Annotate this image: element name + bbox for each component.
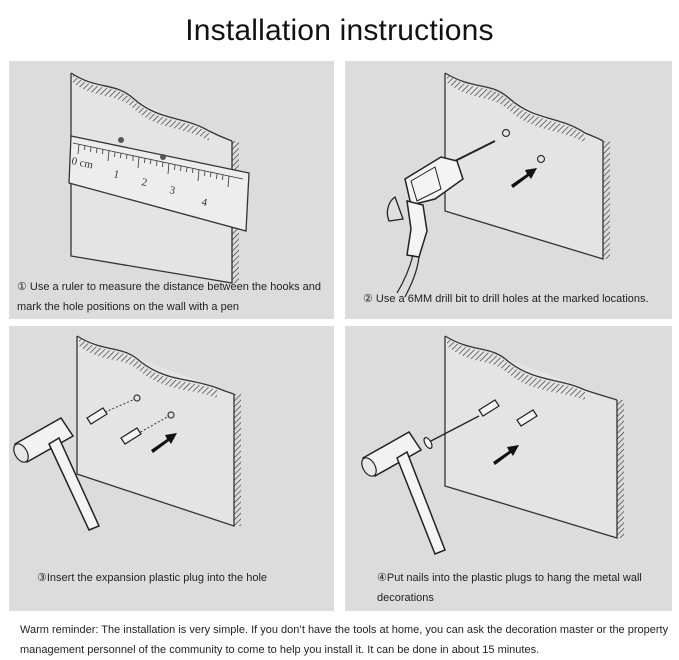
ruler-label: 4 (200, 196, 209, 210)
step-2-caption: ② Use a 6MM drill bit to drill holes at the marked locations. (363, 293, 649, 305)
hammer-icon (359, 432, 445, 554)
step-3-caption: ③Insert the expansion plastic plug into the hole (37, 572, 268, 584)
step-2-illustration (345, 61, 672, 319)
ruler-label: 0 cm (70, 155, 95, 172)
page-title: Installation instructions (185, 14, 494, 47)
step-3-panel (9, 326, 334, 611)
wall-shape (445, 336, 624, 538)
step-2-panel (345, 61, 672, 319)
step-4-panel (345, 326, 672, 611)
step-4-caption: ④Put nails into the plastic plugs to hang the metal wall decorations (377, 572, 642, 604)
step-1-panel (9, 61, 334, 319)
warm-reminder-text: Warm reminder: The installation is very simple. If you don’t have the tools at home, you can ask the decoration master or the property management personnel of the community to come to help you install it. It can be done in about 15 minutes. (20, 624, 669, 656)
ruler-label: 3 (168, 184, 177, 198)
hole-mark (118, 137, 124, 143)
wall-shape (445, 73, 610, 259)
wall-shape (77, 336, 241, 526)
ruler-label: 2 (140, 176, 149, 190)
step-1-caption: ① Use a ruler to measure the distance between the hooks and mark the hole positions on the wall with a pen (17, 281, 321, 313)
hole-mark (160, 154, 166, 160)
ruler-label: 1 (112, 168, 121, 182)
